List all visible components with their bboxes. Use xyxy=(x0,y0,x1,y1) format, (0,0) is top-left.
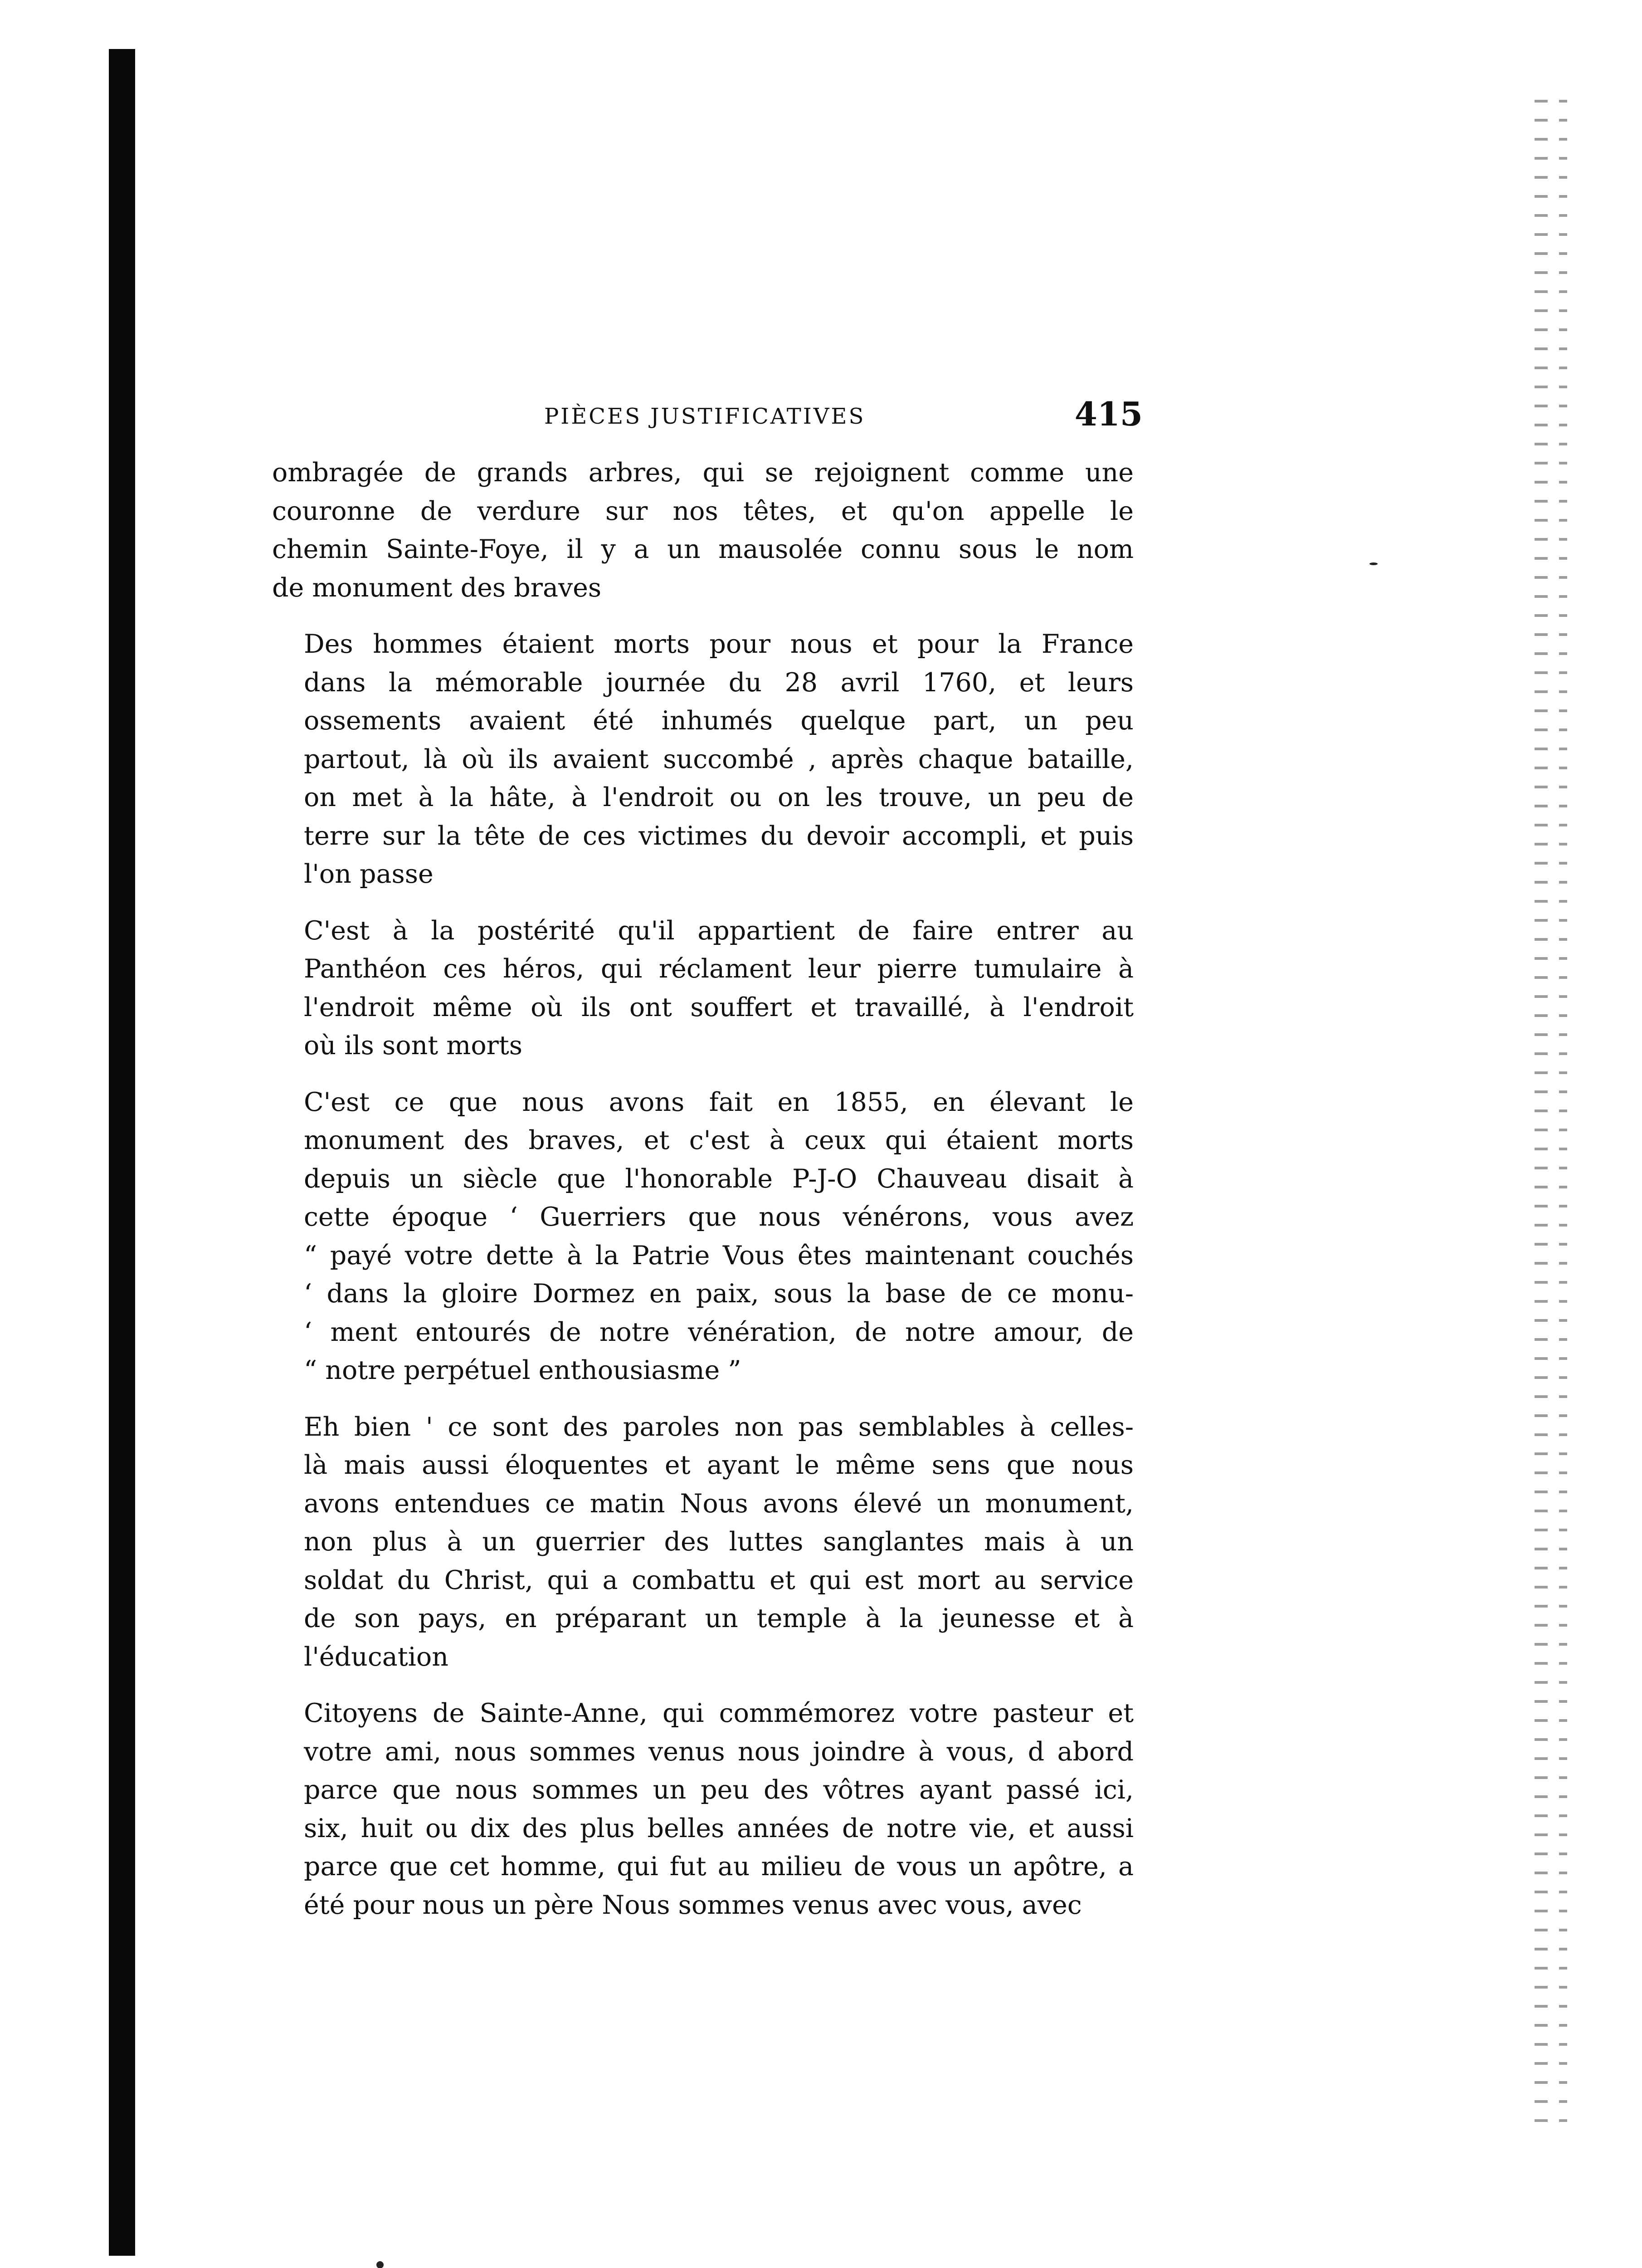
text-line: votre ami, nous sommes venus nous joindre à vous, d abord xyxy=(304,1736,1134,1767)
text-line: ombragée de grands arbres, qui se rejoignent comme une xyxy=(272,458,1134,488)
text-line: là mais aussi éloquentes et ayant le même sens que nous xyxy=(304,1450,1134,1480)
text-line: Des hommes étaient morts pour nous et pour la France xyxy=(304,629,1134,659)
scan-binding-shadow xyxy=(109,49,135,2256)
text-line: l'endroit même où ils ont souffert et travaillé, à l'endroit xyxy=(304,992,1134,1022)
scan-speck xyxy=(376,2261,384,2268)
text-line: l'on passe xyxy=(304,859,434,889)
text-line: parce que cet homme, qui fut au milieu de vous un apôtre, a xyxy=(304,1852,1134,1882)
text-line: Panthéon ces héros, qui réclament leur pierre tumulaire à xyxy=(304,954,1134,984)
text-line: couronne de verdure sur nos têtes, et qu'on appelle le xyxy=(272,496,1134,526)
text-line: non plus à un guerrier des luttes sanglantes mais à un xyxy=(304,1527,1134,1557)
paragraph xyxy=(272,1083,1134,1390)
text-line: ossements avaient été inhumés quelque part, un peu xyxy=(304,706,1134,736)
text-line: on met à la hâte, à l'endroit ou on les trouve, un peu de xyxy=(304,782,1134,812)
text-line: avons entendues ce matin Nous avons élevé un monument, xyxy=(304,1488,1134,1519)
scan-page-edge xyxy=(1510,100,1592,2132)
text-line: C'est ce que nous avons fait en 1855, en élevant le xyxy=(304,1087,1134,1117)
paragraph xyxy=(272,1408,1134,1677)
text-line: dans la mémorable journée du 28 avril 1760, et leurs xyxy=(304,667,1134,698)
text-line: soldat du Christ, qui a combattu et qui est mort au service xyxy=(304,1565,1134,1595)
text-line: ‘ dans la gloire Dormez en paix, sous la base de ce monu- xyxy=(304,1279,1134,1309)
text-line: parce que nous sommes un peu des vôtres ayant passé ici, xyxy=(304,1775,1134,1805)
paragraph xyxy=(272,912,1134,1065)
paragraph xyxy=(272,1694,1134,1924)
running-title: PIÈCES JUSTIFICATIVES xyxy=(544,404,866,429)
text-line: C'est à la postérité qu'il appartient de faire entrer au xyxy=(304,915,1134,946)
text-line: l'éducation xyxy=(304,1642,448,1672)
text-line: où ils sont morts xyxy=(304,1031,523,1061)
text-line: “ notre perpétuel enthousiasme ” xyxy=(304,1355,741,1385)
scan-speck xyxy=(1369,562,1378,565)
page-header xyxy=(544,395,1143,449)
text-line: terre sur la tête de ces victimes du devoir accompli, et puis xyxy=(304,821,1134,851)
text-line: de monument des braves xyxy=(272,572,602,603)
paragraph xyxy=(272,625,1134,894)
paragraph xyxy=(272,454,1134,607)
text-line: monument des braves, et c'est à ceux qui étaient morts xyxy=(304,1125,1134,1155)
page-number: 415 xyxy=(1074,395,1143,433)
text-line: “ payé votre dette à la Patrie Vous êtes maintenant couchés xyxy=(304,1240,1134,1271)
text-line: chemin Sainte-Foye, il y a un mausolée connu sous le nom xyxy=(272,534,1134,564)
text-line: six, huit ou dix des plus belles années de notre vie, et aussi xyxy=(304,1813,1134,1843)
text-line: cette époque ‘ Guerriers que nous vénérons, vous avez xyxy=(304,1202,1134,1232)
text-line: de son pays, en préparant un temple à la jeunesse et à xyxy=(304,1603,1134,1633)
text-line: depuis un siècle que l'honorable P-J-O Chauveau disait à xyxy=(304,1163,1134,1194)
text-line: Eh bien ' ce sont des paroles non pas semblables à celles- xyxy=(304,1412,1134,1442)
body-text xyxy=(272,454,1134,1942)
text-line: partout, là où ils avaient succombé , après chaque bataille, xyxy=(304,744,1134,774)
text-line: été pour nous un père Nous sommes venus avec vous, avec xyxy=(304,1890,1082,1920)
text-line: ‘ ment entourés de notre vénération, de notre amour, de xyxy=(304,1317,1134,1347)
text-line: Citoyens de Sainte-Anne, qui commémorez votre pasteur et xyxy=(304,1698,1134,1728)
